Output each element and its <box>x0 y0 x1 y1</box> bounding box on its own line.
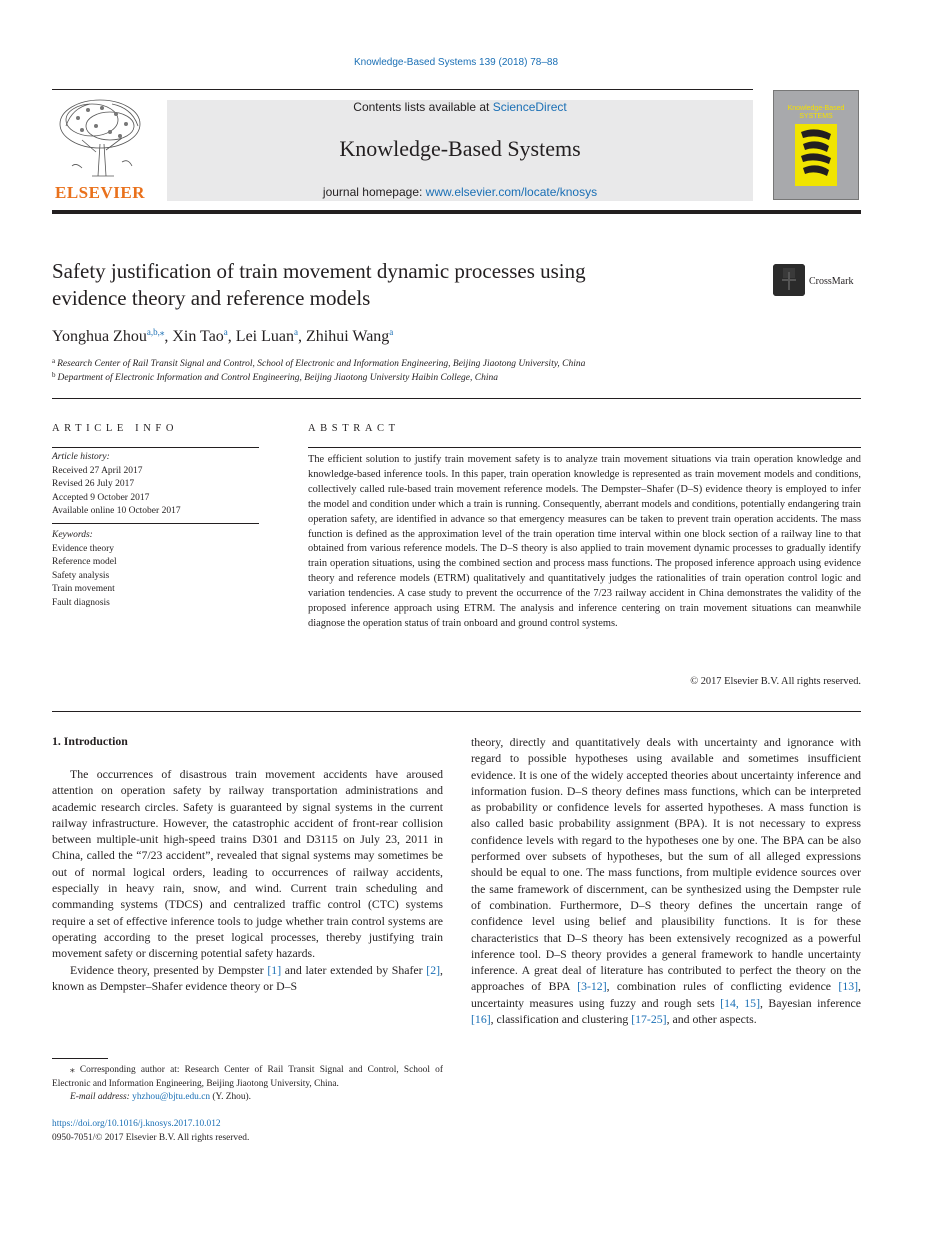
title-line1: Safety justification of train movement dynamic processes using <box>52 259 586 283</box>
cover-title-line2: SYSTEMS <box>799 113 833 120</box>
footnote <box>52 1064 443 1105</box>
ref-link[interactable]: [14, 15] <box>720 995 761 1010</box>
keywords <box>52 529 259 610</box>
email-link[interactable]: yhzhou@bjtu.edu.cn <box>132 1092 211 1102</box>
history-online: Available online 10 October 2017 <box>52 506 181 516</box>
keyword-item: Reference model <box>52 557 117 567</box>
cover-title-line1: Knowledge-Based <box>787 105 845 112</box>
journal-homepage <box>167 185 753 199</box>
article-title <box>52 258 742 312</box>
affiliation-rule <box>52 398 861 399</box>
author-3[interactable]: Lei Luan$^a$ <box>235 327 298 345</box>
keyword-item: Fault diagnosis <box>52 597 110 608</box>
left-column <box>52 766 443 994</box>
article-info-rule <box>52 447 259 448</box>
history-revised: Revised 26 July 2017 <box>52 479 135 489</box>
history-received: Received 27 April 2017 <box>52 465 143 476</box>
keyword-item: Evidence theory <box>52 543 114 554</box>
homepage-link[interactable]: www.elsevier.com/locate/knosys <box>425 185 598 199</box>
contents-availability <box>167 100 753 114</box>
issn-line: 0950-7051/© 2017 Elsevier B.V. All rights reserved. <box>52 1132 250 1143</box>
intro-paragraph-2-cont: theory, directly and quantitatively deals with uncertainty and ignorance with regard to possible hypotheses using available and sometimes insufficient evidence. It is one of the widely accepted theories about uncertainty inference and information fusion. D–S theory defines mass functions, which can be interpreted as probability or confidence levels for asserted hypotheses. A mass function is also called basic probability assignment (BPA). It is not necessary to express confidence levels with regard to the hypotheses one by one. The BPA can be also performed over subsets of hypotheses, but the sum of all alleged expressions should be equal to one. The mass functions, from multiple evidence sources over the same framework of discernment, can be synthesized using the Dempster rule of combination. Furthermore, D–S theory defines the uncertain range of confidence level using belief and plausibility functions. It is for these characteristics that D–S theory has been extensively recognized as a powerful inference tool. D–S theory provides a general framework to handle uncertainty inference. A great deal of literature has contributed to perfect the theory on the approaches of BPA [3-12], combination rules of conflicting evidence [13], uncertainty measures using fuzzy and rough sets [14, 15], Bayesian inference [16], classification and clustering [17-25], and other aspects. <box>471 735 861 1027</box>
history-accepted: Accepted 9 October 2017 <box>52 492 150 503</box>
email-line: E-mail address: yhzhou@bjtu.edu.cn (Y. Zhou). <box>70 1092 252 1102</box>
author-2[interactable]: Xin Tao$^a$ <box>172 327 228 345</box>
cover-title <box>773 105 859 121</box>
intro-paragraph-2: Evidence theory, presented by Dempster [1] and later extended by Shafer [2], known as Dempster–Shafer evidence theory or D–S <box>52 962 443 993</box>
crossmark-label[interactable]: CrossMark <box>809 276 854 287</box>
crossmark-icon[interactable] <box>773 264 805 296</box>
author-3-affil[interactable]: a <box>294 327 298 337</box>
homepage-prefix: journal homepage: <box>322 185 426 199</box>
cover-artwork <box>795 124 837 186</box>
ref-link[interactable]: [3-12] <box>577 979 607 994</box>
ref-link[interactable]: [2] <box>426 962 441 977</box>
abstract-rule <box>308 447 861 448</box>
doi-block <box>52 1118 249 1145</box>
header-top-rule <box>52 89 753 90</box>
keyword-item: Safety analysis <box>52 570 110 581</box>
ref-link[interactable]: [17-25] <box>631 1012 667 1027</box>
author-1[interactable]: Yonghua Zhou$^{a,b,⁎}$ <box>52 327 165 345</box>
author-1-affil[interactable]: a,b,⁎ <box>146 327 165 337</box>
abstract-bottom-rule <box>52 711 861 712</box>
author-list <box>52 327 393 346</box>
author-4-affil[interactable]: a <box>389 327 394 337</box>
keyword-item: Train movement <box>52 584 115 594</box>
author-separator: , <box>298 328 306 345</box>
history-label: Article history: <box>52 452 110 462</box>
corresponding-author-note: ⁎ Corresponding author at: Research Center of Rail Transit Signal and Control, School of Electronic and Information Engineering, Beijing Jiaotong University, China. <box>52 1065 443 1089</box>
intro-paragraph-1: The occurrences of disastrous train movement accidents have aroused attention on operation safety by railway transportation administrations and academic research circles. Safety is guaranteed by signal systems in the current railway infrastructure. However, the catastrophic accident of front-rear collision between multiple-unit high-speed trains D301 and D3115 on July 23, 2011 in China, called the “7/23 accident”, revealed that signal systems may sometimes be out of normal logical orders, leading to occurrences of railway accidents, especially in heavy rain, snow, and wind. Current train scheduling and commanding systems (TDCS) and centralized traffic control (CTC) systems require a set of effective inference tools to judge whether train control systems are operating according to the preset logical processes, thereby justifying train movement safety or discerning potential safety hazards. <box>52 767 443 961</box>
article-info-heading: ARTICLE INFO <box>52 423 179 434</box>
elsevier-wordmark: ELSEVIER <box>55 183 145 202</box>
ref-link[interactable]: [13] <box>838 979 859 994</box>
right-column <box>471 734 861 1027</box>
sciencedirect-link[interactable]: ScienceDirect <box>492 100 567 114</box>
journal-title: Knowledge-Based Systems <box>339 136 581 161</box>
article-history <box>52 451 259 519</box>
header-bottom-rule <box>52 210 861 214</box>
abstract-text: The efficient solution to justify train movement safety is to analyze train movement situations via train operation knowledge and knowledge-based inference tools. In this paper, train operation knowledge is represented as train movement models and conditions, collectively called rule-based train movement reference models. The Dempster–Shafer (D–S) evidence theory is employed to infer the model and condition under which a train is running. Consequently, aberrant models and conditions, potentially endangering train operation safety, are identified in advance so that emergency measures can be taken to prevent train operation accidents. The mass function is defined as the approximation level of the train operation time interval within one block section of a railway line to that obtained from various reference models. The D–S theory is also applied to train movement dynamic processes to gradually identify train operation situations, using the combined section and process mass functions. The proposed inference approach using evidence theory and reference models (ETRM) qualitatively and quantitatively judges the rationalities of train operation control logic and variation tendencies. A case study to prevent the occurrence of the 7/23 railway accident in China demonstrates the validity of the proposed inference approach using ETRM. The analysis and inference centering on train movement situations can meanwhile diagnose the operation status of train onboard and ground control systems. <box>308 454 861 629</box>
footnote-rule <box>52 1058 108 1059</box>
author-4[interactable]: Zhihui Wang$^a$ <box>306 327 394 345</box>
affiliation-b: $^b$ Department of Electronic Information and Control Engineering, Beijing Jiaotong University Haibin College, China <box>52 371 498 383</box>
doi-link[interactable]: https://doi.org/10.1016/j.knosys.2017.10.012 <box>52 1119 221 1129</box>
abstract-copyright: © 2017 Elsevier B.V. All rights reserved. <box>690 676 861 687</box>
keywords-rule <box>52 523 259 524</box>
affiliation-a: $^a$ Research Center of Rail Transit Signal and Control, School of Electronic and Information Engineering, Beijing Jiaotong University, China <box>52 357 586 369</box>
contents-prefix: Contents lists available at <box>353 100 493 114</box>
abstract-heading: ABSTRACT <box>308 423 400 434</box>
ref-link[interactable]: [1] <box>267 962 282 977</box>
section-heading: 1. Introduction <box>52 734 128 748</box>
author-2-affil[interactable]: a <box>223 327 228 337</box>
journal-reference[interactable]: Knowledge-Based Systems 139 (2018) 78–88 <box>353 57 559 68</box>
title-line2: evidence theory and reference models <box>52 286 371 310</box>
ref-link[interactable]: [16] <box>471 1012 491 1027</box>
keywords-label: Keywords: <box>52 530 93 540</box>
author-separator: , <box>227 328 236 345</box>
author-separator: , <box>164 328 173 345</box>
footnote-mark: ⁎ <box>70 1065 75 1075</box>
